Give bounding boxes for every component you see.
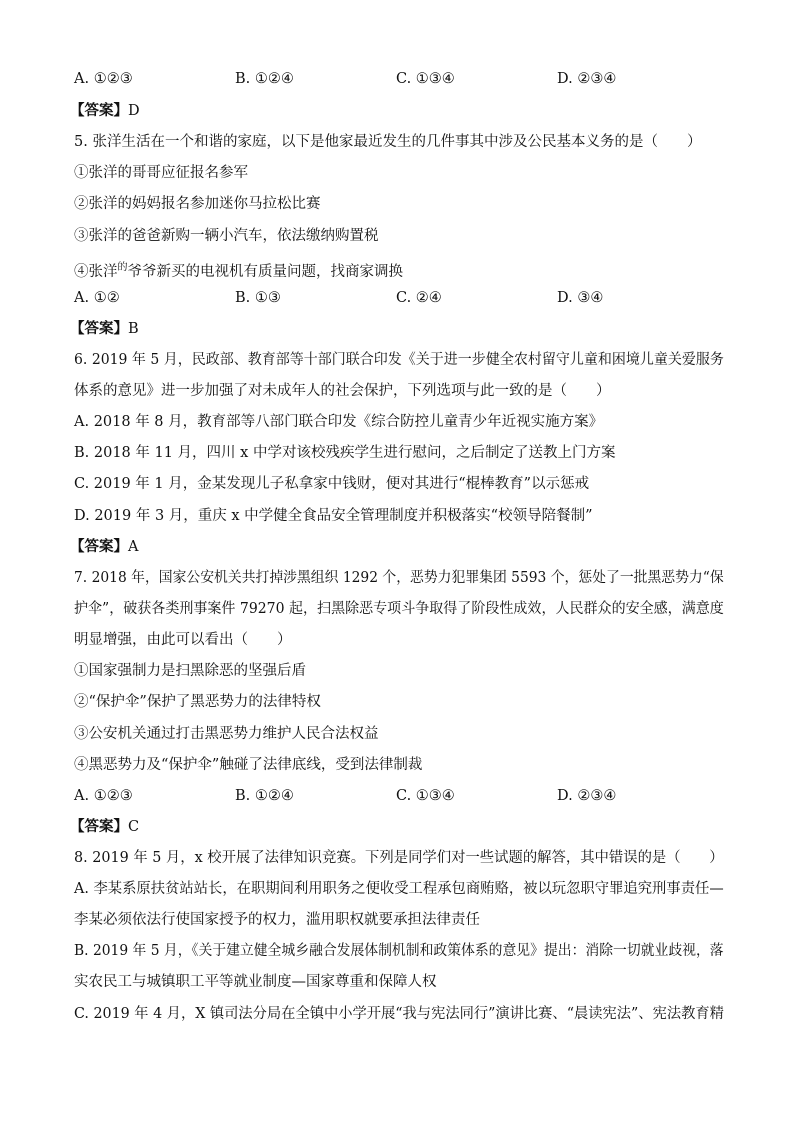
q7-item-3: ③公安机关通过打击黑恶势力维护人民合法权益 bbox=[74, 726, 379, 742]
q4-answer bbox=[70, 101, 140, 121]
q6-choice-a: A. 2018 年 8 月，教育部等八部门联合印发《综合防控儿童青少年近视实施方案》 bbox=[74, 414, 604, 430]
q7-answer-value: C bbox=[128, 819, 140, 835]
q5-item-4 bbox=[74, 258, 403, 282]
q7-option-b: B. ①②④ bbox=[235, 788, 294, 804]
q5-stem: 5. 张洋生活在一个和谐的家庭，以下是他家最近发生的几件事其中涉及公民基本义务的是（ ） bbox=[74, 134, 702, 150]
q4-option-b: B. ①②④ bbox=[235, 71, 294, 87]
q4-option-c: C. ①③④ bbox=[396, 71, 455, 87]
q8-line-2: 李某必须依法行使国家授予的权力，滥用职权就要承担法律责任 bbox=[74, 912, 480, 928]
q6-choice-d: D. 2019 年 3 月，重庆 x 中学健全食品安全管理制度并积极落实“校领导陪餐制” bbox=[74, 508, 593, 524]
q5-item-4-post: 爷爷新买的电视机有质量问题，找商家调换 bbox=[127, 264, 403, 280]
q8-line-3: B. 2019 年 5 月，《关于建立健全城乡融合发展体制机制和政策体系的意见》提出：消除一切就业歧视，落 bbox=[74, 943, 724, 959]
q7-item-2: ②“保护伞”保护了黑恶势力的法律特权 bbox=[74, 694, 321, 710]
q7-stem-line-2: 护伞”，破获各类刑事案件 79270 起，扫黑除恶专项斗争取得了阶段性成效，人民群众的安全感，满意度 bbox=[74, 601, 724, 617]
q8-line-5: C. 2019 年 4 月，X 镇司法分局在全镇中小学开展“我与宪法同行”演讲比赛、“晨读宪法”、宪法教育精 bbox=[74, 1006, 724, 1022]
q5-item-1: ①张洋的哥哥应征报名参军 bbox=[74, 165, 248, 181]
q5-option-a: A. ①② bbox=[74, 290, 120, 306]
q4-answer-label: 【答案】 bbox=[70, 102, 128, 119]
q5-options bbox=[74, 288, 724, 308]
q7-option-a: A. ①②③ bbox=[74, 788, 133, 804]
q8-line-1: A. 李某系原扶贫站站长，在职期间利用职务之便收受工程承包商贿赂，被以玩忽职守罪追究刑事责任— bbox=[74, 881, 724, 897]
q5-option-d: D. ③④ bbox=[557, 290, 604, 306]
q5-item-2: ②张洋的妈妈报名参加迷你马拉松比赛 bbox=[74, 196, 321, 212]
q6-answer bbox=[70, 537, 138, 557]
q4-options bbox=[74, 69, 724, 89]
q5-option-c: C. ②④ bbox=[396, 290, 442, 306]
q6-stem-line-2: 体系的意见》进一步加强了对未成年人的社会保护，下列选项与此一致的是（ ） bbox=[74, 383, 611, 399]
q6-answer-value: A bbox=[128, 539, 139, 555]
q5-answer bbox=[70, 319, 139, 339]
q5-option-b: B. ①③ bbox=[235, 290, 281, 306]
q7-stem-line-3: 明显增强，由此可以看出（ ） bbox=[74, 632, 292, 648]
q7-item-4: ④黑恶势力及“保护伞”触碰了法律底线，受到法律制裁 bbox=[74, 757, 423, 773]
q6-choice-c: C. 2019 年 1 月，金某发现儿子私拿家中钱财，便对其进行“棍棒教育”以示惩戒 bbox=[74, 476, 590, 492]
q7-stem-line-1: 7. 2018 年，国家公安机关共打掉涉黑组织 1292 个，恶势力犯罪集团 5593 个，惩处了一批黑恶势力“保 bbox=[74, 570, 724, 586]
q7-option-d: D. ②③④ bbox=[557, 788, 617, 804]
q6-answer-label: 【答案】 bbox=[70, 538, 128, 555]
q6-choice-b: B. 2018 年 11 月，四川 x 中学对该校残疾学生进行慰问，之后制定了送教上门方案 bbox=[74, 445, 616, 461]
q4-answer-value: D bbox=[128, 103, 140, 119]
q7-answer bbox=[70, 817, 139, 837]
q8-line-4: 实农民工与城镇职工平等就业制度—国家尊重和保障人权 bbox=[74, 974, 437, 990]
q7-item-1: ①国家强制力是扫黑除恶的坚强后盾 bbox=[74, 663, 306, 679]
q4-option-d: D. ②③④ bbox=[557, 71, 617, 87]
q7-options bbox=[74, 786, 724, 806]
q8-stem: 8. 2019 年 5 月，x 校开展了法律知识竞赛。下列是同学们对一些试题的解答，其中错误的是（ ） bbox=[74, 850, 724, 866]
q7-answer-label: 【答案】 bbox=[70, 818, 128, 835]
q5-item-3: ③张洋的爸爸新购一辆小汽车，依法缴纳购置税 bbox=[74, 228, 379, 244]
q5-item-4-pre: ④张洋 bbox=[74, 264, 118, 280]
q5-answer-value: B bbox=[128, 321, 139, 337]
q5-answer-label: 【答案】 bbox=[70, 320, 128, 337]
q5-item-4-sup: 的 bbox=[117, 262, 128, 273]
q7-option-c: C. ①③④ bbox=[396, 788, 455, 804]
q4-option-a: A. ①②③ bbox=[74, 71, 133, 87]
q6-stem-line-1: 6. 2019 年 5 月，民政部、教育部等十部门联合印发《关于进一步健全农村留守儿童和困境儿童关爱服务 bbox=[74, 352, 724, 368]
